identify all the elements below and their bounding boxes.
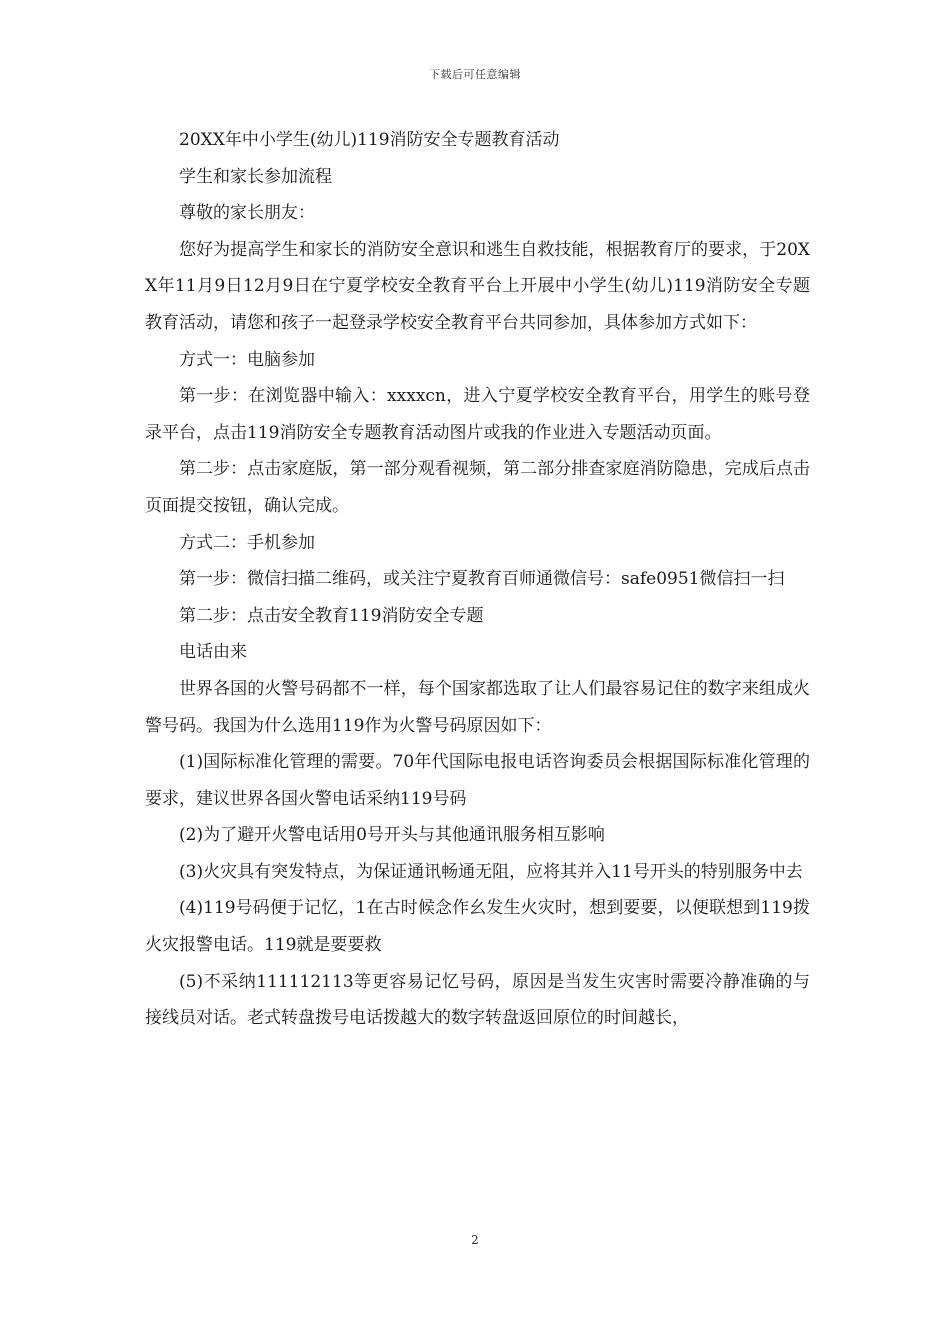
- method-two-step-two: 第二步：点击安全教育119消防安全专题: [179, 605, 484, 626]
- intro-paragraph: 您好为提高学生和家长的消防安全意识和逃生自救技能，根据教育厅的要求，于20XX年11月9日12月9日在宁夏学校安全教育平台上开展中小学生(幼儿)119消防安全专题教育活动，请您和孩子一起登录学校安全教育平台共同参加，具体参加方式如下：: [145, 239, 810, 333]
- method-one-heading: 方式一：电脑参加: [179, 349, 315, 370]
- reason-item-5: (5)不采纳111112113等更容易记忆号码，原因是当发生灾害时需要冷静准确的与接线员对话。老式转盘拨号电话拨越大的数字转盘返回原位的时间越长，: [145, 971, 810, 1029]
- salutation: 尊敬的家长朋友：: [179, 203, 315, 224]
- document-title: 20XX年中小学生(幼儿)119消防安全专题教育活动: [179, 130, 560, 150]
- section-heading-phone-origin: 电话由来: [179, 642, 247, 663]
- page-number: 2: [471, 1233, 479, 1247]
- method-one-step-two: 第二步：点击家庭版，第一部分观看视频，第二部分排查家庭消防隐患，完成后点击页面提交按钮，确认完成。: [145, 459, 810, 516]
- document-body: [145, 122, 810, 1037]
- page-header: 下载后可任意编辑: [429, 68, 521, 81]
- method-two-heading: 方式二：手机参加: [179, 532, 315, 553]
- method-two-step-one: 第一步：微信扫描二维码，或关注宁夏教育百师通微信号：safe0951微信扫一扫: [179, 569, 785, 590]
- reason-item-1: (1)国际标准化管理的需要。70年代国际电报电话咨询委员会根据国际标准化管理的要求，建议世界各国火警电话采纳119号码: [145, 752, 810, 809]
- reason-item-4: (4)119号码便于记忆，1在古时候念作幺发生火灾时，想到要要，以便联想到119拨火灾报警电话。119就是要要救: [145, 898, 810, 956]
- method-one-step-one: 第一步：在浏览器中输入：xxxxcn，进入宁夏学校安全教育平台，用学生的账号登录平台，点击119消防安全专题教育活动图片或我的作业进入专题活动页面。: [145, 386, 810, 443]
- reason-item-2: (2)为了避开火警电话用0号开头与其他通讯服务相互影响: [179, 825, 605, 846]
- reason-item-3: (3)火灾具有突发特点，为保证通讯畅通无阻，应将其并入11号开头的特别服务中去: [179, 861, 803, 882]
- phone-origin-intro: 世界各国的火警号码都不一样，每个国家都选取了让人们最容易记住的数字来组成火警号码。我国为什么选用119作为火警号码原因如下：: [145, 678, 810, 736]
- document-subtitle: 学生和家长参加流程: [179, 166, 332, 187]
